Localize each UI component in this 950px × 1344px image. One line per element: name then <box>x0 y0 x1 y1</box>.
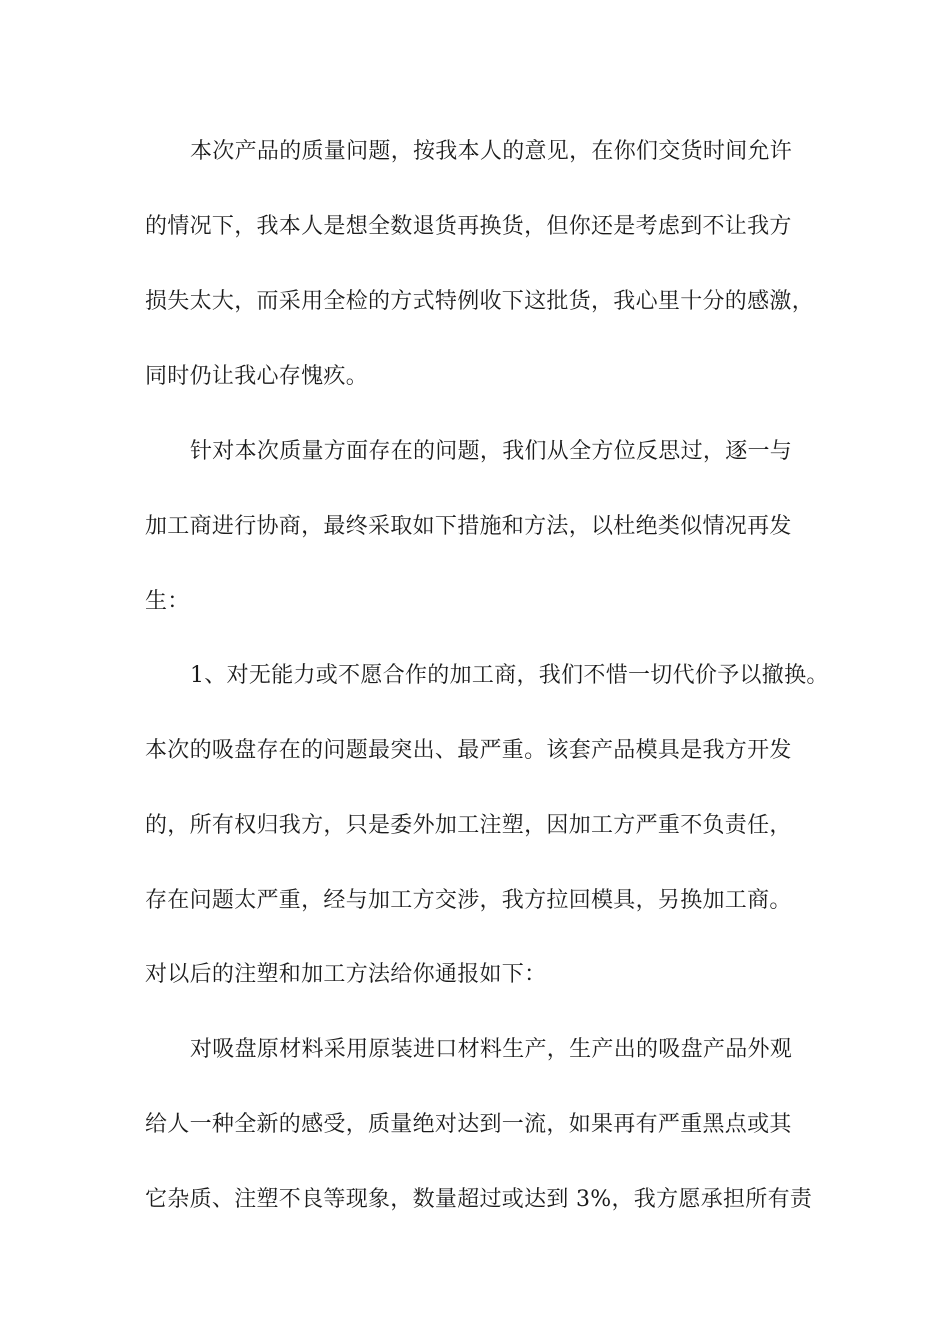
paragraph-4-line-3: 它杂质、注塑不良等现象，数量超过或达到 3%，我方愿承担所有责 <box>145 1187 813 1212</box>
paragraph-2-line-3: 生： <box>145 589 190 614</box>
paragraph-3-line-2: 本次的吸盘存在的问题最突出、最严重。该套产品模具是我方开发 <box>145 738 792 763</box>
paragraph-3-line-5: 对以后的注塑和加工方法给你通报如下： <box>145 962 547 987</box>
paragraph-1-line-2: 的情况下，我本人是想全数退货再换货，但你还是考虑到不让我方 <box>145 214 792 239</box>
paragraph-2-line-2: 加工商进行协商，最终采取如下措施和方法，以杜绝类似情况再发 <box>145 514 792 539</box>
paragraph-1-line-4: 同时仍让我心存愧疚。 <box>145 364 369 389</box>
paragraph-3-line-4: 存在问题太严重，经与加工方交涉，我方拉回模具，另换加工商。 <box>145 888 792 913</box>
paragraph-4-line-1: 对吸盘原材料采用原装进口材料生产，生产出的吸盘产品外观 <box>190 1037 793 1062</box>
paragraph-3-line-1: 1、对无能力或不愿合作的加工商，我们不惜一切代价予以撤换。 <box>190 663 829 688</box>
paragraph-1-line-1: 本次产品的质量问题，按我本人的意见，在你们交货时间允许 <box>190 139 793 164</box>
paragraph-4-line-2: 给人一种全新的感受，质量绝对达到一流，如果再有严重黑点或其 <box>145 1112 792 1137</box>
paragraph-2-line-1: 针对本次质量方面存在的问题，我们从全方位反思过，逐一与 <box>190 439 793 464</box>
paragraph-3-line-3: 的，所有权归我方，只是委外加工注塑，因加工方严重不负责任， <box>145 813 792 838</box>
paragraph-1-line-3: 损失太大，而采用全检的方式特例收下这批货，我心里十分的感激， <box>145 289 815 314</box>
